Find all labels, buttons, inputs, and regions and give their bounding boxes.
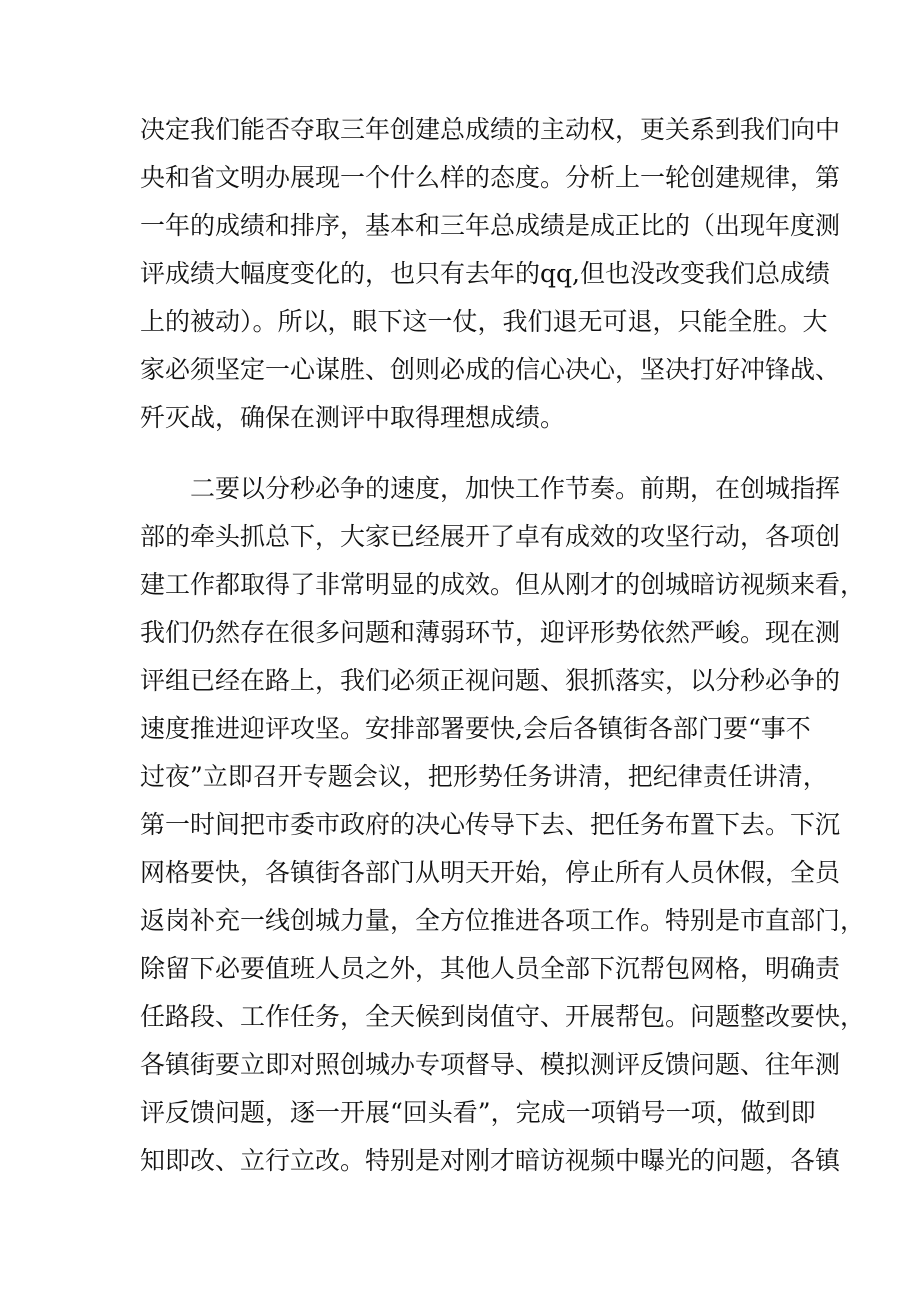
paragraph-line: 部的牵头抓总下，大家已经展开了卓有成效的攻坚行动，各项创	[140, 522, 841, 551]
paragraph-line: 速度推进迎评攻坚。安排部署要快,会后各镇街各部门要“事不	[140, 714, 811, 743]
paragraph-2	[140, 465, 866, 1185]
paragraph-line: 上的被动）。所以，眼下这一仗，我们退无可退，只能全胜。大	[140, 307, 828, 336]
paragraph-line: 知即改、立行立改。特别是对刚才暗访视频中曝光的问题，各镇	[140, 1146, 841, 1175]
paragraph-line: 评组已经在路上，我们必须正视问题、狠抓落实，以分秒必争的	[140, 666, 841, 695]
paragraph-1	[140, 106, 841, 442]
paragraph-line: 一年的成绩和排序，基本和三年总成绩是成正比的（出现年度测	[140, 211, 841, 240]
paragraph-line: 过夜”立即召开专题会议，把形势任务讲清，把纪律责任讲清，	[140, 762, 828, 791]
paragraph-line: 返岗补充一线创城力量，全方位推进各项工作。特别是市直部门，	[140, 906, 866, 935]
paragraph-line: 二要以分秒必争的速度，加快工作节奏。前期，在创城指挥	[190, 474, 841, 503]
document-body	[140, 106, 866, 1185]
paragraph-line: 评反馈问题，逐一开展“回头看”，完成一项销号一项，做到即	[140, 1098, 816, 1127]
paragraph-line: 网格要快，各镇街各部门从明天开始，停止所有人员休假，全员	[140, 858, 841, 887]
paragraph-gap	[140, 442, 790, 465]
paragraph-line: 第一时间把市委市政府的决心传导下去、把任务布置下去。下沉	[140, 810, 841, 839]
paragraph-line: 家必须坚定一心谋胜、创则必成的信心决心，坚决打好冲锋战、	[140, 355, 841, 384]
paragraph-line: 建工作都取得了非常明显的成效。但从刚才的创城暗访视频来看，	[140, 570, 866, 599]
paragraph-line: 决定我们能否夺取三年创建总成绩的主动权，更关系到我们向中	[140, 115, 841, 144]
paragraph-line: 歼灭战，确保在测评中取得理想成绩。	[140, 403, 566, 432]
paragraph-line: 任路段、工作任务，全天候到岗值守、开展帮包。问题整改要快，	[140, 1002, 866, 1031]
paragraph-line: 除留下必要值班人员之外，其他人员全部下沉帮包网格，明确责	[140, 954, 841, 983]
paragraph-line: 各镇街要立即对照创城办专项督导、模拟测评反馈问题、往年测	[140, 1050, 841, 1079]
paragraph-line: 评成绩大幅度变化的，也只有去年的qq,但也没改变我们总成绩	[140, 259, 830, 288]
paragraph-line: 我们仍然存在很多问题和薄弱环节，迎评形势依然严峻。现在测	[140, 618, 841, 647]
paragraph-line: 央和省文明办展现一个什么样的态度。分析上一轮创建规律，第	[140, 163, 841, 192]
